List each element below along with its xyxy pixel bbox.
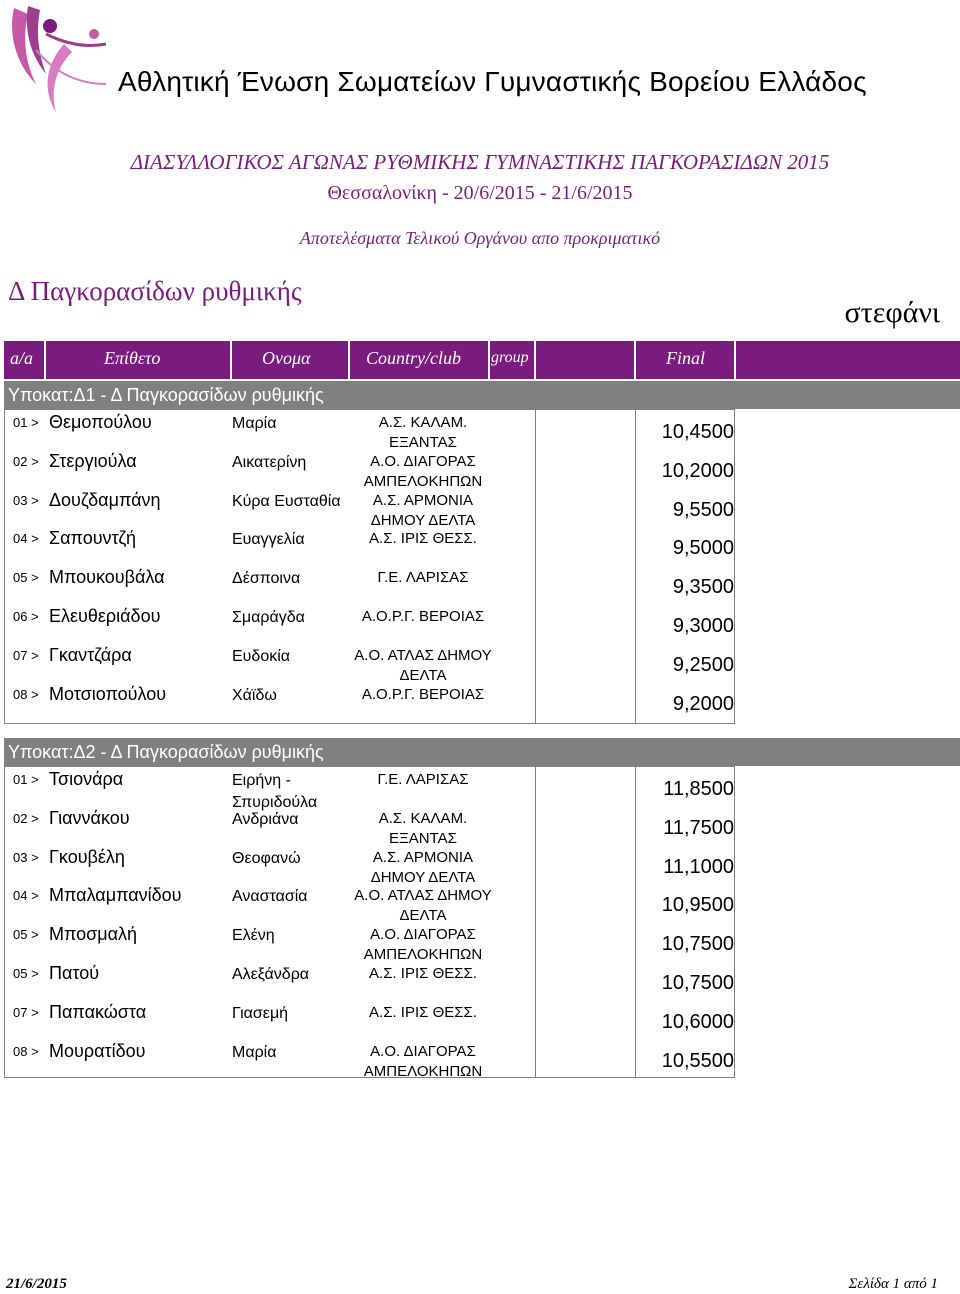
col-group: group — [491, 349, 529, 366]
table-row — [5, 769, 736, 811]
category-title: Δ Παγκορασίδων ρυθμικής — [8, 276, 302, 306]
table-row — [5, 1002, 736, 1041]
table-row — [5, 885, 736, 924]
athlete-name: Γιασεμή — [232, 1004, 289, 1022]
athlete-surname: Ελευθεριάδου — [49, 606, 161, 626]
athlete-club: Α.Σ. ΚΑΛΑΜ. ΕΞΑΝΤΑΣ — [378, 809, 468, 847]
athlete-surname: Δουζδαμπάνη — [49, 489, 161, 510]
final-score: 10,7500 — [661, 972, 734, 994]
athlete-surname: Γκαντζάρα — [49, 644, 132, 665]
results-table — [4, 409, 735, 724]
athlete-club: Γ.Ε. ΛΑΡΙΣΑΣ — [377, 569, 469, 587]
table-row — [5, 808, 736, 847]
athlete-club: Α.Σ. ΑΡΜΟΝΙΑ ΔΗΜΟΥ ΔΕΛΤΑ — [370, 848, 476, 886]
position-number: 04 > — [13, 888, 39, 904]
position-number: 05 > — [13, 966, 39, 981]
table-row — [5, 684, 736, 723]
col-aa: a/a — [10, 348, 34, 368]
position-number: 03 > — [13, 849, 39, 865]
athlete-surname: Μπαλαμπανίδου — [49, 885, 182, 906]
athlete-surname: Γιαννάκου — [49, 807, 130, 828]
col-surname: Επίθετο — [104, 348, 161, 368]
position-number: 08 > — [13, 1043, 39, 1059]
athlete-surname: Παπακώστα — [49, 1001, 147, 1022]
position-number: 07 > — [13, 647, 39, 663]
apparatus-title: στεφάνι — [844, 296, 940, 329]
table-row — [5, 645, 736, 684]
athlete-club: Α.Ο.Ρ.Γ. ΒΕΡΟΙΑΣ — [361, 685, 485, 703]
final-score: 11,1000 — [663, 855, 734, 878]
athlete-name: Μαρία — [232, 415, 277, 432]
athlete-club: Α.Σ. ΚΑΛΑΜ. ΕΞΑΝΤΑΣ — [378, 414, 468, 451]
table-row — [5, 847, 736, 886]
table-row — [5, 1041, 736, 1080]
final-score: 9,5000 — [672, 537, 734, 560]
position-number: 08 > — [13, 686, 39, 702]
athlete-surname: Γκουβέλη — [49, 846, 125, 867]
athlete-club: Α.Ο.Ρ.Γ. ΒΕΡΟΙΑΣ — [361, 608, 485, 625]
athlete-name: Ειρήνη - Σπυριδούλα — [232, 772, 318, 811]
athlete-surname: Σαπουντζή — [49, 528, 137, 549]
athlete-surname: Πατού — [49, 963, 100, 983]
final-score: 11,8500 — [663, 778, 734, 800]
final-score: 9,3000 — [672, 615, 734, 637]
position-number: 05 > — [13, 570, 39, 586]
table-row — [5, 606, 736, 645]
position-number: 02 > — [13, 810, 39, 826]
athlete-name: Ανδριάνα — [232, 810, 299, 828]
final-score: 11,7500 — [663, 816, 734, 839]
position-number: 01 > — [13, 772, 39, 787]
athlete-club: Α.Σ. ΑΡΜΟΝΙΑ ΔΗΜΟΥ ΔΕΛΤΑ — [370, 491, 476, 529]
position-number: 05 > — [13, 927, 39, 943]
athlete-club: Α.Ο. ΑΤΛΑΣ ΔΗΜΟΥ ΔΕΛΤΑ — [354, 887, 492, 925]
organization-name: Αθλητική Ένωση Σωματείων Γυμναστικής Βορείου Ελλάδος — [118, 66, 867, 97]
athlete-club: Α.Ο. ΔΙΑΓΟΡΑΣ ΑΜΠΕΛΟΚΗΠΩΝ — [363, 1042, 483, 1080]
athlete-name: Αικατερίνη — [232, 453, 307, 471]
athlete-club: Α.Σ. ΙΡΙΣ ΘΕΣΣ. — [369, 1003, 477, 1021]
athlete-name: Αλεξάνδρα — [232, 966, 310, 983]
final-score: 9,3500 — [672, 576, 734, 599]
table-row — [5, 963, 736, 1002]
col-club: Country/club — [366, 348, 461, 368]
position-number: 03 > — [13, 492, 39, 508]
final-score: 10,7500 — [661, 933, 734, 956]
position-number: 06 > — [13, 609, 39, 624]
athlete-name: Θεοφανώ — [232, 849, 301, 867]
athlete-name: Ευαγγελία — [232, 531, 305, 549]
final-score: 10,2000 — [661, 459, 734, 482]
final-score: 10,6000 — [661, 1010, 734, 1033]
table-row — [5, 567, 736, 606]
athlete-club: Α.Ο. ΔΙΑΓΟΡΑΣ ΑΜΠΕΛΟΚΗΠΩΝ — [363, 452, 483, 490]
table-row — [5, 490, 736, 529]
athlete-surname: Τσιονάρα — [49, 769, 124, 789]
results-title: Αποτελέσματα Τελικού Οργάνου απο προκριματικό — [299, 228, 661, 248]
final-score: 9,2500 — [672, 653, 734, 676]
athlete-name: Αναστασία — [232, 888, 308, 906]
final-score: 9,2000 — [672, 692, 734, 715]
federation-logo — [6, 4, 112, 116]
final-score: 10,4500 — [661, 421, 734, 443]
athlete-name: Χάϊδω — [232, 686, 277, 704]
event-location-dates: Θεσσαλονίκη - 20/6/2015 - 21/6/2015 — [327, 182, 633, 204]
athlete-club: Γ.Ε. ΛΑΡΙΣΑΣ — [377, 771, 469, 788]
event-title: ΔΙΑΣΥΛΛΟΓΙΚΟΣ ΑΓΩΝΑΣ ΡΥΘΜΙΚΗΣ ΓΥΜΝΑΣΤΙΚΗΣ ΠΑΓΚΟΡΑΣΙΔΩΝ 2015 — [130, 150, 830, 174]
final-score: 10,9500 — [661, 894, 734, 917]
final-score: 10,5500 — [661, 1049, 734, 1072]
athlete-surname: Μπουκουβάλα — [49, 567, 165, 588]
athlete-surname: Μποσμαλή — [49, 924, 138, 945]
results-table — [4, 766, 735, 1078]
final-score: 9,5500 — [672, 498, 734, 521]
subcategory-header: Υποκατ:Δ1 - Δ Παγκορασίδων ρυθμικής — [4, 381, 960, 409]
position-number: 07 > — [13, 1004, 39, 1020]
table-row — [5, 451, 736, 490]
athlete-club: Α.Ο. ΔΙΑΓΟΡΑΣ ΑΜΠΕΛΟΚΗΠΩΝ — [363, 926, 483, 964]
athlete-name: Κύρα Ευσταθία — [232, 492, 341, 510]
athlete-name: Σμαράγδα — [232, 609, 305, 626]
athlete-surname: Μουρατίδου — [49, 1040, 146, 1061]
position-number: 04 > — [13, 531, 39, 547]
table-row — [5, 528, 736, 567]
athlete-name: Ελένη — [232, 927, 275, 945]
athlete-surname: Μοτσιοπούλου — [49, 683, 167, 704]
table-row — [5, 924, 736, 963]
athlete-name: Ευδοκία — [232, 647, 291, 665]
athlete-name: Μαρία — [232, 1043, 277, 1061]
col-name: Ονομα — [262, 348, 311, 368]
athlete-club: Α.Σ. ΙΡΙΣ ΘΕΣΣ. — [369, 965, 477, 982]
footer-page-number: Σελίδα 1 από 1 — [848, 1276, 938, 1292]
athlete-club: Α.Σ. ΙΡΙΣ ΘΕΣΣ. — [369, 530, 477, 548]
subcategory-header: Υποκατ:Δ2 - Δ Παγκορασίδων ρυθμικής — [4, 738, 960, 766]
position-number: 02 > — [13, 453, 39, 469]
col-final: Final — [666, 348, 705, 368]
column-header-bar — [4, 341, 960, 379]
table-row — [5, 412, 736, 451]
athlete-surname: Θεμοπούλου — [49, 412, 152, 432]
position-number: 01 > — [13, 415, 39, 430]
footer-date: 21/6/2015 — [6, 1276, 67, 1292]
athlete-name: Δέσποινα — [232, 570, 301, 588]
athlete-surname: Στεργιούλα — [49, 450, 137, 471]
athlete-club: Α.Ο. ΑΤΛΑΣ ΔΗΜΟΥ ΔΕΛΤΑ — [354, 646, 492, 684]
